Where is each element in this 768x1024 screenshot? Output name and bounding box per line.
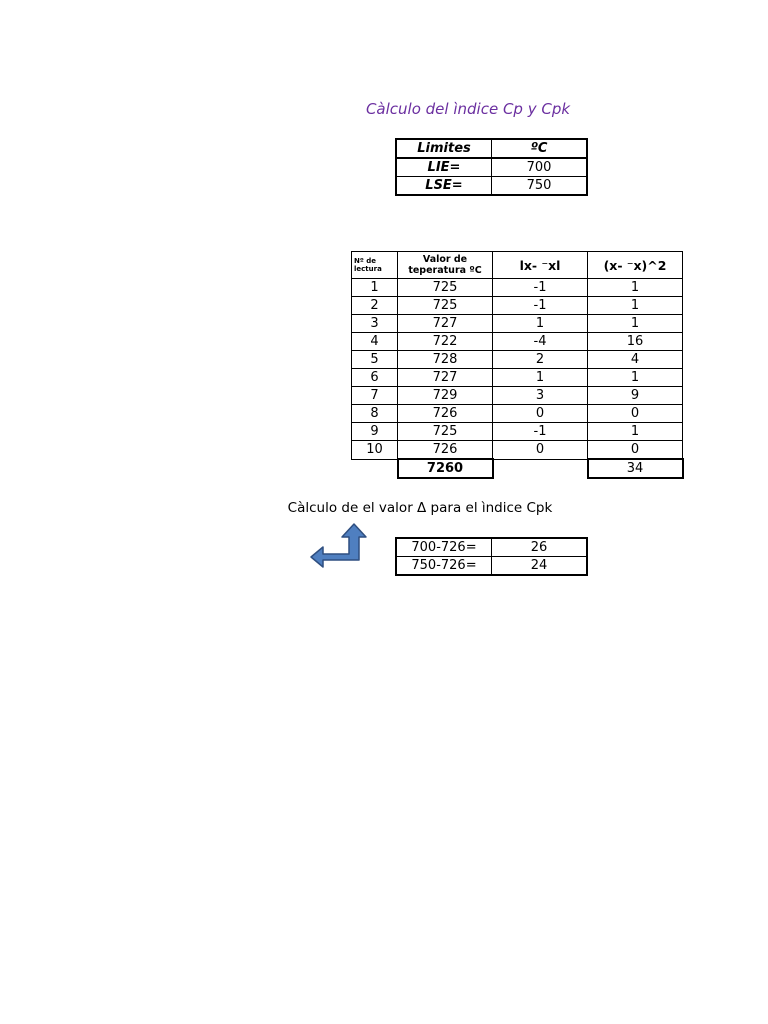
page-title: Càlculo del ìndice Cp y Cpk (365, 100, 571, 118)
squared-deviation-cell: 4 (588, 351, 683, 369)
temperature-cell: 729 (398, 387, 493, 405)
temperature-cell: 725 (398, 297, 493, 315)
readings-table (351, 251, 684, 479)
delta-row (396, 557, 587, 576)
table-row (352, 405, 683, 423)
table-row (352, 279, 683, 297)
reading-number-cell: 10 (352, 441, 398, 460)
table-row (352, 387, 683, 405)
temperature-cell: 722 (398, 333, 493, 351)
temperature-cell: 725 (398, 423, 493, 441)
squared-deviation-cell: 9 (588, 387, 683, 405)
reading-number-cell: 4 (352, 333, 398, 351)
deviation-cell: -1 (493, 423, 588, 441)
delta-value: 24 (492, 557, 588, 576)
temperature-cell: 727 (398, 315, 493, 333)
limits-row-value: 700 (492, 158, 588, 177)
table-row (352, 333, 683, 351)
limits-header-label: Limites (396, 139, 492, 158)
squared-deviation-cell: 1 (588, 423, 683, 441)
limits-row (396, 177, 587, 196)
limits-row-label: LSE= (396, 177, 492, 196)
temperature-cell: 728 (398, 351, 493, 369)
table-row (352, 297, 683, 315)
reading-number-cell: 1 (352, 279, 398, 297)
squared-deviation-cell: 1 (588, 297, 683, 315)
table-row (352, 315, 683, 333)
delta-expression: 700-726= (396, 538, 492, 557)
bent-arrow-icon (308, 522, 374, 570)
reading-number-cell: 8 (352, 405, 398, 423)
limits-row-label: LIE= (396, 158, 492, 177)
deviation-cell: -4 (493, 333, 588, 351)
squared-deviation-cell: 1 (588, 279, 683, 297)
temperature-cell: 726 (398, 405, 493, 423)
delta-value: 26 (492, 538, 588, 557)
readings-body (352, 279, 683, 460)
reading-number-cell: 2 (352, 297, 398, 315)
limits-table (395, 138, 588, 196)
total-squared-cell: 34 (588, 459, 683, 478)
total-blank-cell (493, 459, 588, 478)
table-row (352, 351, 683, 369)
header-squared-deviation: (x- ⁻x)^2 (588, 252, 683, 279)
header-reading-number: Nº de lectura (352, 252, 398, 279)
delta-table (395, 537, 588, 576)
total-sum-cell: 7260 (398, 459, 493, 478)
squared-deviation-cell: 0 (588, 405, 683, 423)
total-blank-cell (352, 459, 398, 478)
squared-deviation-cell: 0 (588, 441, 683, 460)
squared-deviation-cell: 16 (588, 333, 683, 351)
deviation-cell: 3 (493, 387, 588, 405)
delta-section-title: Càlculo de el valor Δ para el ìndice Cpk (287, 500, 553, 516)
squared-deviation-cell: 1 (588, 369, 683, 387)
deviation-cell: -1 (493, 297, 588, 315)
limits-row-value: 750 (492, 177, 588, 196)
table-row (352, 423, 683, 441)
reading-number-cell: 6 (352, 369, 398, 387)
temperature-cell: 726 (398, 441, 493, 460)
header-temperature-value: Valor de teperatura ºC (398, 252, 493, 279)
reading-number-cell: 5 (352, 351, 398, 369)
deviation-cell: 0 (493, 405, 588, 423)
deviation-cell: 0 (493, 441, 588, 460)
deviation-cell: -1 (493, 279, 588, 297)
readings-total-row (352, 459, 683, 478)
squared-deviation-cell: 1 (588, 315, 683, 333)
temperature-cell: 727 (398, 369, 493, 387)
delta-row (396, 538, 587, 557)
deviation-cell: 1 (493, 315, 588, 333)
table-row (352, 369, 683, 387)
table-row (352, 441, 683, 460)
delta-expression: 750-726= (396, 557, 492, 576)
limits-row (396, 158, 587, 177)
limits-header-unit: ºC (492, 139, 588, 158)
readings-header-row (352, 252, 683, 279)
deviation-cell: 2 (493, 351, 588, 369)
reading-number-cell: 3 (352, 315, 398, 333)
header-deviation: lx- ⁻xl (493, 252, 588, 279)
limits-header-row (396, 139, 587, 158)
deviation-cell: 1 (493, 369, 588, 387)
temperature-cell: 725 (398, 279, 493, 297)
reading-number-cell: 7 (352, 387, 398, 405)
reading-number-cell: 9 (352, 423, 398, 441)
